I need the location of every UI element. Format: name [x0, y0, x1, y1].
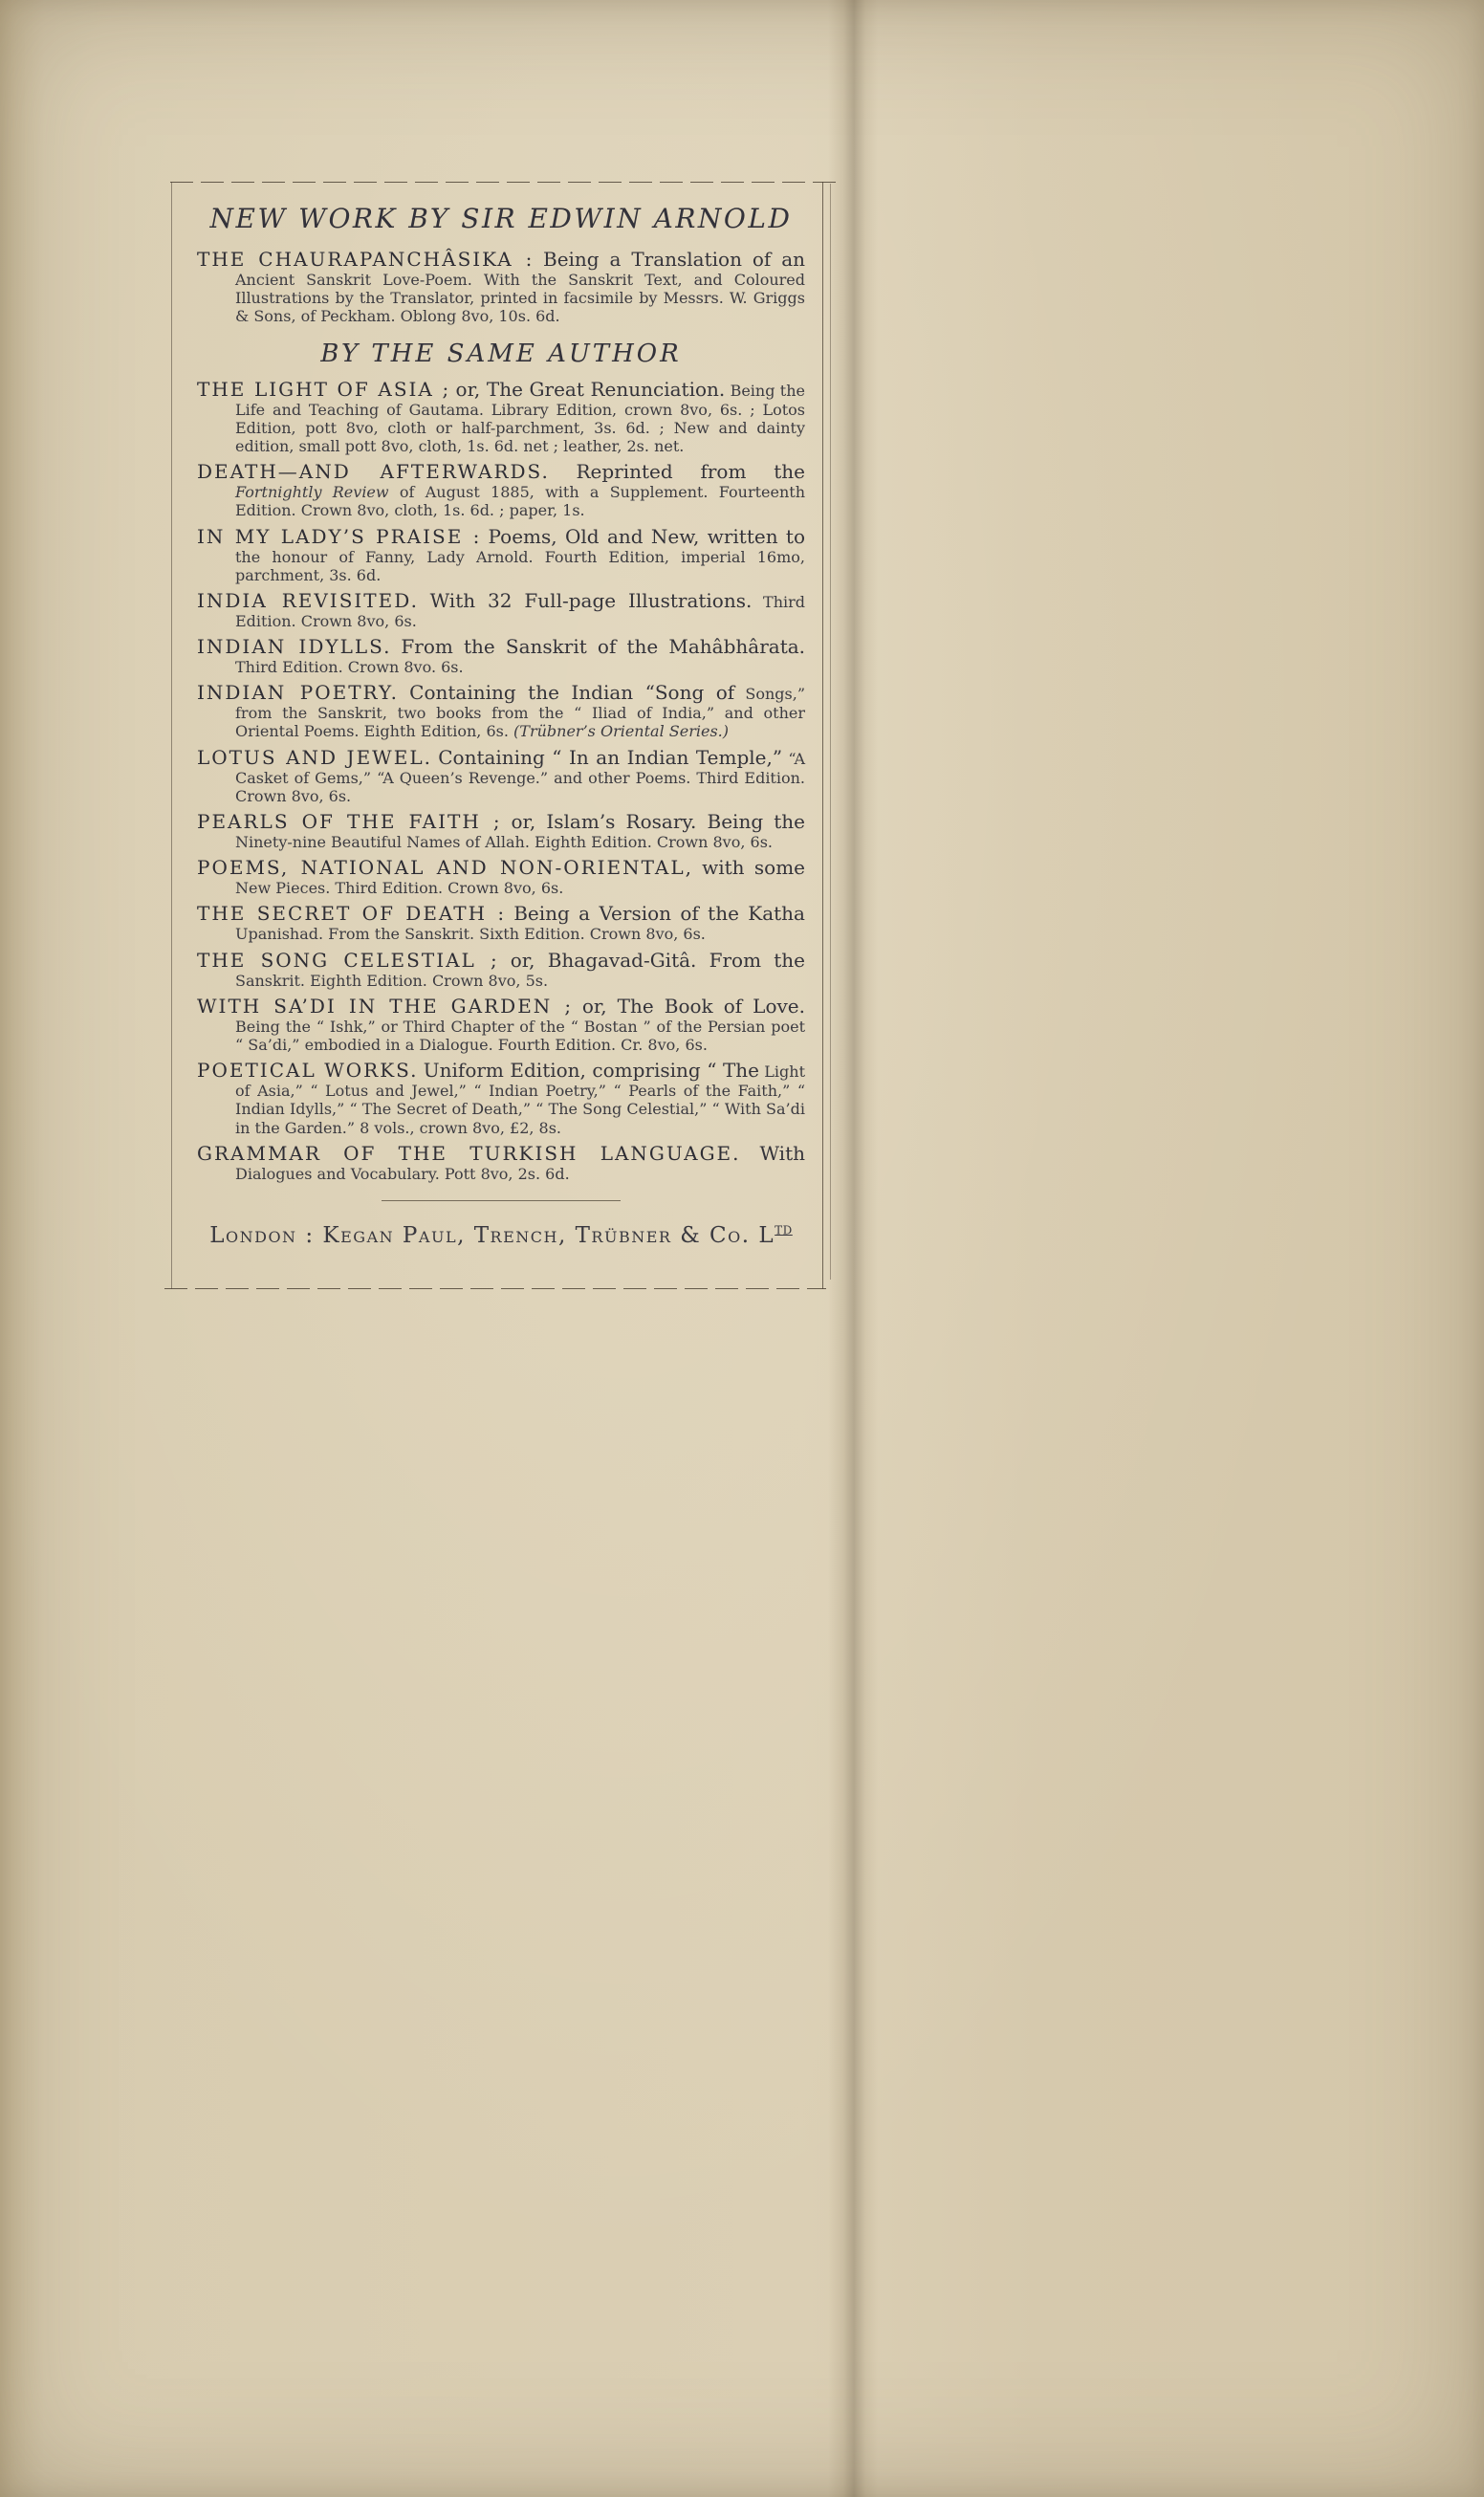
entry-body: Songs,” from the Sanskrit, two books from the “ Iliad of India,” and other Oriental Poems. Eighth Edition, 6s. [235, 685, 806, 741]
catalog-entry [197, 1142, 805, 1183]
catalog-entry [197, 248, 805, 326]
entry-title: LOTUS AND JEWEL. [197, 745, 432, 769]
entry-subtitle: Being a Version of the Katha [513, 902, 805, 926]
page-title: NEW WORK BY SIR EDWIN ARNOLD [209, 203, 793, 234]
entry-body: Upanishad. From the Sanskrit. Sixth Edition. Crown 8vo, 6s. [235, 925, 706, 944]
entry-body: Being the Life and Teaching of Gautama. Library Edition, crown 8vo, 6s. ; Lotos Edition, pott 8vo, cloth or half-parchment, 3s. 6d. ; New and dainty edition, small pott 8vo, cloth, 1s. 6d. net ; leather, 2s. net. [235, 381, 805, 455]
entry-subtitle: or, The Book of Love. [581, 994, 806, 1018]
entry-title: POETICAL WORKS. [197, 1059, 419, 1083]
entry-body: Third Edition. Crown 8vo, 6s. [235, 592, 805, 630]
catalog-entry [197, 460, 805, 519]
catalog-entry [197, 378, 805, 456]
entry-body: Being the “ Ishk,” or Third Chapter of the “ Bostan ” of the Persian poet “ Sa’di,” embodied in a Dialogue. Fourth Edition. Cr. 8vo, 6s. [235, 1017, 805, 1054]
entry-subtitle: Uniform Edition, comprising “ The [423, 1059, 760, 1083]
catalog-entry [197, 746, 805, 805]
entry-title: DEATH—AND AFTERWARDS. [197, 460, 550, 484]
entry-body: Ninety-nine Beautiful Names of Allah. Eighth Edition. Crown 8vo, 6s. [235, 833, 773, 851]
entry-title: IN MY LADY’S PRAISE : [197, 524, 482, 548]
page-fold-shadow [828, 0, 878, 2497]
catalog-entry [197, 635, 805, 676]
catalog-entry [197, 681, 805, 740]
entry-subtitle: Containing the Indian “Song of [409, 681, 735, 705]
footer-divider [382, 1200, 621, 1201]
entry-body: Light of Asia,” “ Lotus and Jewel,” “ Indian Poetry,” “ Pearls of the Faith,” “ Indian Idylls,” “ The Secret of Death,” “ The Song Celestial,” “ With Sa’di in the Garden.” 8 vols., crown 8vo, £2, 8s. [235, 1062, 805, 1137]
entry-body: Ancient Sanskrit Love-Poem. With the Sanskrit Text, and Coloured Illustrations by the Translator, printed in facsimile by Messrs. W. Griggs & Sons, of Peckham. Oblong 8vo, 10s. 6d. [235, 271, 805, 326]
entry-body: the honour of Fanny, Lady Arnold. Fourth Edition, imperial 16mo, parchment, 3s. 6d. [235, 547, 805, 584]
entry-subtitle: Poems, Old and New, written to [488, 524, 806, 548]
publisher-imprint [197, 1223, 805, 1248]
entry-body-italic: (Trübner’s Oriental Series.) [513, 722, 729, 741]
catalog-entry [197, 589, 805, 630]
entry-title: THE SONG CELESTIAL ; [197, 948, 499, 972]
entry-subtitle: With [759, 1141, 805, 1165]
entry-title: THE CHAURAPANCHÂSIKA : [197, 248, 535, 271]
entry-subtitle: or, Islam’s Rosary. Being the [511, 810, 805, 833]
entry-body: Third Edition. Crown 8vo. 6s. [235, 658, 464, 677]
entry-subtitle: with some [702, 856, 805, 880]
frame-top-border [170, 182, 838, 183]
entry-body-italic: Fortnightly Review [235, 483, 389, 502]
entry-title: INDIAN IDYLLS. [197, 635, 392, 659]
frame-bottom-border [164, 1288, 826, 1289]
catalog-entry [197, 949, 805, 990]
entry-title: INDIAN POETRY. [197, 681, 399, 705]
entry-title: PEARLS OF THE FAITH ; [197, 810, 502, 833]
catalog-entry [197, 902, 805, 943]
imprint-text: London : Kegan Paul, Trench, Trübner & Co. L [209, 1222, 775, 1248]
entry-title: INDIA REVISITED. [197, 588, 419, 612]
entry-title: POEMS, NATIONAL AND NON-ORIENTAL, [197, 856, 693, 880]
entry-subtitle: or, Bhagavad-Gitâ. From the [510, 948, 806, 972]
catalog-entry [197, 995, 805, 1054]
frame-right-outer-line [830, 184, 831, 1280]
entry-title: GRAMMAR OF THE TURKISH LANGUAGE. [197, 1141, 741, 1165]
book-advertisement-page [171, 182, 823, 1289]
entry-subtitle: Reprinted from the [576, 460, 805, 484]
entry-title: THE LIGHT OF ASIA ; [197, 377, 451, 401]
entry-body: “A Casket of Gems,” “A Queen’s Revenge.” and other Poems. Third Edition. Crown 8vo, 6s. [235, 749, 805, 805]
entry-body: Dialogues and Vocabulary. Pott 8vo, 2s. 6d. [235, 1164, 570, 1183]
catalog-entry [197, 810, 805, 851]
entry-body: New Pieces. Third Edition. Crown 8vo, 6s. [235, 879, 564, 898]
section-heading: BY THE SAME AUTHOR [320, 339, 682, 368]
catalog-entry [197, 525, 805, 584]
entry-subtitle: Containing “ In an Indian Temple,” [438, 745, 783, 769]
catalog-entry [197, 1059, 805, 1137]
entry-body: of August 1885, with a Supplement. Fourteenth Edition. Crown 8vo, cloth, 1s. 6d. ; paper, 1s. [235, 483, 806, 520]
catalog-entry [197, 856, 805, 897]
entry-body: Sanskrit. Eighth Edition. Crown 8vo, 5s. [235, 971, 549, 990]
entry-subtitle: With 32 Full-page Illustrations. [429, 588, 753, 612]
entry-title: WITH SA’DI IN THE GARDEN ; [197, 994, 574, 1018]
imprint-ltd-superscript: TD [775, 1223, 793, 1238]
entry-subtitle: or, The Great Renunciation. [455, 377, 726, 401]
entry-title: THE SECRET OF DEATH : [197, 902, 507, 926]
entry-subtitle: From the Sanskrit of the Mahâbhârata. [401, 635, 806, 659]
entry-subtitle: Being a Translation of an [543, 248, 805, 271]
